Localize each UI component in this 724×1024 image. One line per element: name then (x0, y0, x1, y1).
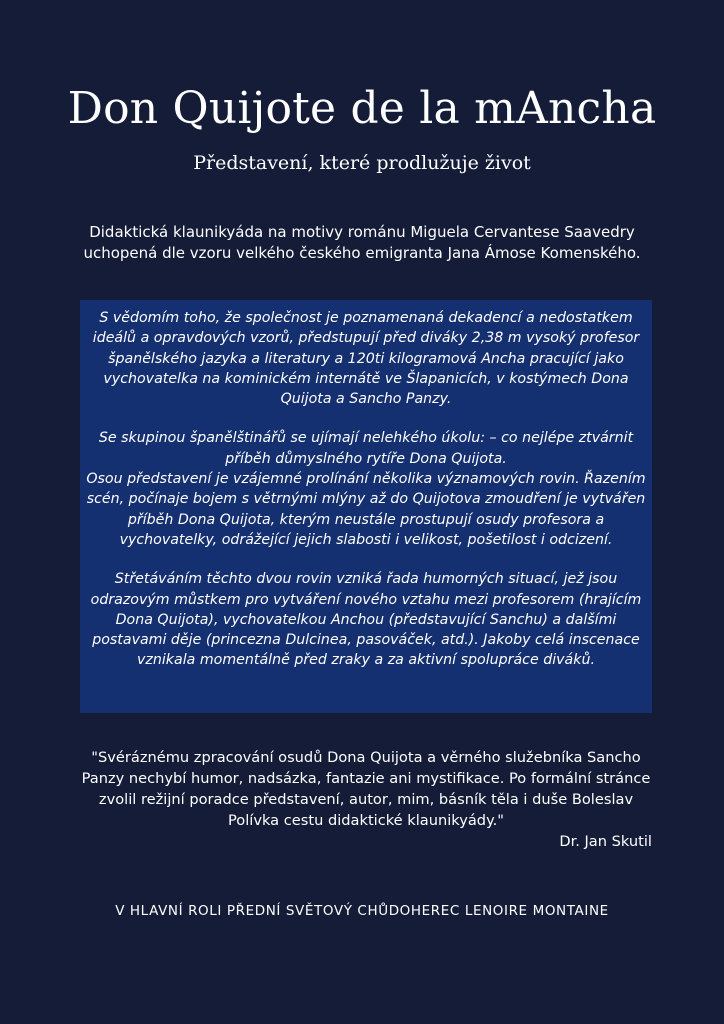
page-subtitle: Představení, které prodlužuje život (193, 152, 531, 174)
review-quote (80, 747, 652, 852)
page-title: Don Quijote de la mAncha (67, 83, 657, 134)
quote-text: "Svéráznému zpracování osudů Dona Quijota a věrného služebníka Sancho Panzy nechybí humor, nadsázka, fantazie ani mystifikace. Po formální stránce zvolil režijní poradce představení, autor, mim, básník těla i duše Boleslav Polívka cestu didaktické klaunikyády." (81, 749, 651, 829)
description-paragraph: Se skupinou španělštinářů se ujímají nelehkého úkolu: – co nejlépe ztvárnit příběh důmyslného rytíře Dona Quijota. (98, 430, 634, 467)
description-panel (80, 300, 652, 713)
quote-author: Dr. Jan Skutil (559, 833, 652, 850)
description-paragraph: S vědomím toho, že společnost je poznamenaná dekadencí a nedostatkem ideálů a opravdových vzorů, předstupují před diváky 2,38 m vysoký profesor španělského jazyka a literatury a 120ti kilogramová Ancha pracující jako vychovatelka na kominickém internátě ve Šlapanicích, v kostýmech Dona Quijota a Sancho Panzy. (92, 310, 640, 408)
description-paragraph: Osou představení je vzájemné prolínání několika významových rovin. Řazením scén, počínaje bojem s větrnými mlýny až do Quijotova zmoudření je vytvářen příběh Dona Quijota, kterým neustále prostupují osudy profesora a vychovatelky, odrážející jejich slabosti i velikost, pošetilost i odcizení. (86, 471, 646, 548)
intro-text: Didaktická klaunikyáda na motivy románu Miguela Cervantese Saavedry uchopená dle vzoru velkého českého emigranta Jana Ámose Komenského. (83, 223, 641, 262)
lead-role-line: V HLAVNÍ ROLI PŘEDNÍ SVĚTOVÝ CHŮDOHEREC LENOIRE MONTAINE (115, 903, 609, 919)
description-paragraph: Střetáváním těchto dvou rovin vzniká řada humorných situací, jež jsou odrazovým můstkem pro vytváření nového vztahu mezi profesorem (hrajícím Dona Quijota), vychovatelkou Anchou (představující Sanchu) a dalšími postavami děje (princezna Dulcinea, pasováček, atd.). Jakoby celá inscenace vznikala momentálně před zraky a za aktivní spolupráce diváků. (90, 571, 642, 669)
